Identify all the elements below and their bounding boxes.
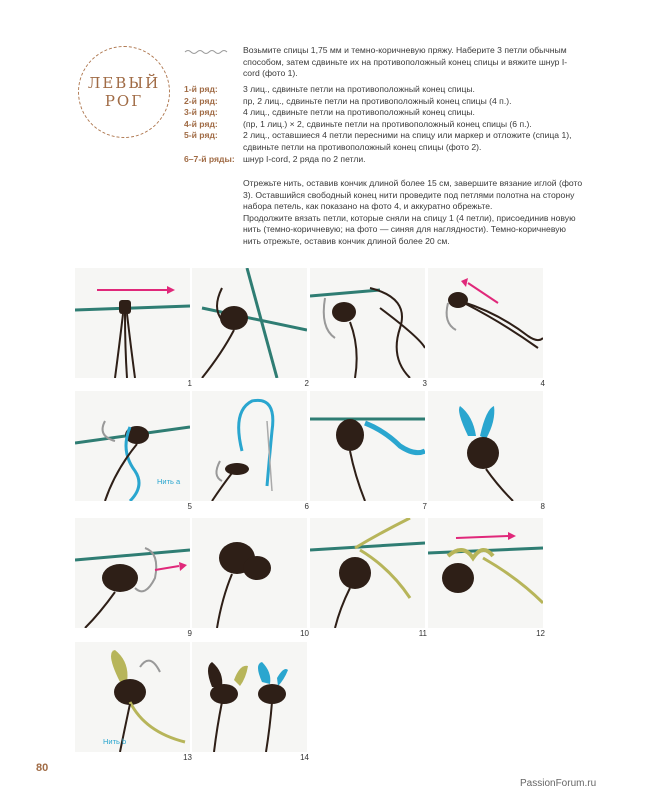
row-text: 3 лиц., сдвиньте петли на противоположный конец спицы. bbox=[243, 84, 475, 94]
photo-number: 6 bbox=[304, 502, 309, 511]
wave-ornament-icon bbox=[184, 48, 228, 56]
instruction-row bbox=[184, 154, 584, 166]
section-title-line1: ЛЕВЫЙ bbox=[87, 74, 161, 92]
step-photo bbox=[310, 518, 425, 628]
row-text: (пр, 1 лиц.) × 2, сдвиньте петли на противоположный конец спицы (6 п.). bbox=[243, 118, 532, 129]
yarn-b-label: Нить b bbox=[103, 737, 127, 746]
closing-text bbox=[243, 178, 583, 248]
photo-number: 11 bbox=[418, 629, 427, 638]
section-title-badge bbox=[78, 46, 170, 138]
row-label: 1-й ряд: bbox=[184, 84, 218, 94]
photo-number: 2 bbox=[304, 379, 309, 388]
row-instructions bbox=[184, 84, 584, 165]
photo-number: 13 bbox=[183, 753, 192, 762]
step-photo bbox=[310, 268, 425, 378]
row-label: 3-й ряд: bbox=[184, 107, 218, 118]
step-photo bbox=[192, 642, 307, 752]
closing-paragraph: Отрежьте нить, оставив кончик длиной более 15 см, завершите вязание иглой (фото 3). Оставшийся свободный конец нити проведите под петлями полотна на сторону набора петель, как показано на фото 4, и аккуратно обрежьте. bbox=[243, 178, 583, 212]
photo-number: 10 bbox=[300, 629, 309, 638]
photo-number: 9 bbox=[187, 629, 192, 638]
photo-number: 5 bbox=[187, 502, 192, 511]
step-photo bbox=[75, 518, 190, 628]
instruction-row bbox=[184, 107, 584, 119]
instruction-row bbox=[184, 130, 584, 153]
section-title-line2: РОГ bbox=[104, 92, 144, 110]
instruction-row bbox=[184, 84, 584, 96]
row-label: 4-й ряд: bbox=[184, 118, 218, 129]
step-photo bbox=[75, 268, 190, 378]
step-photo bbox=[310, 391, 425, 501]
photo-number: 1 bbox=[187, 379, 192, 388]
row-label: 6–7-й ряды: bbox=[184, 153, 235, 164]
step-photo bbox=[75, 642, 190, 752]
row-text: шнур I-cord, 2 ряда по 2 петли. bbox=[243, 153, 366, 164]
step-photo bbox=[192, 268, 307, 378]
row-text: 2 лиц., оставшиеся 4 петли пересними на спицу или маркер и отложите (спица 1), сдвиньте петли на противоположный конец спицы (фото 2). bbox=[243, 130, 572, 152]
row-text: 4 лиц., сдвиньте петли на противоположный конец спицы. bbox=[243, 107, 475, 118]
step-photo bbox=[75, 391, 190, 501]
row-label: 5-й ряд: bbox=[184, 130, 218, 141]
photo-number: 3 bbox=[422, 379, 427, 388]
step-photo bbox=[192, 391, 307, 501]
photo-number: 14 bbox=[300, 753, 309, 762]
row-label: 2-й ряд: bbox=[184, 95, 218, 106]
photo-number: 7 bbox=[422, 502, 427, 511]
photo-number: 12 bbox=[536, 629, 545, 638]
photo-number: 8 bbox=[540, 502, 545, 511]
instruction-row bbox=[184, 96, 584, 108]
step-photo bbox=[192, 518, 307, 628]
step-photo bbox=[428, 518, 543, 628]
photo-number: 4 bbox=[540, 379, 545, 388]
page-number: 80 bbox=[36, 762, 49, 774]
intro-paragraph: Возьмите спицы 1,75 мм и темно-коричневую пряжу. Наберите 3 петли обычным способом, затем сдвиньте их на противоположный конец спицы и вяжите шнур I-cord (фото 1). bbox=[243, 45, 568, 79]
row-text: пр, 2 лиц., сдвиньте петли на противоположный конец спицы (4 п.). bbox=[243, 95, 512, 106]
yarn-a-label: Нить a bbox=[157, 477, 181, 486]
instruction-row bbox=[184, 119, 584, 131]
step-photo bbox=[428, 268, 543, 378]
watermark: PassionForum.ru bbox=[520, 778, 597, 789]
closing-paragraph: Продолжите вязать петли, которые сняли на спицу 1 (4 петли), присоединив новую нить (темно-коричневую; на фото — синяя для наглядности). Темно-коричневую нить отрежьте, оставив кончик длиной более 20 см. bbox=[243, 212, 576, 246]
step-photo bbox=[428, 391, 543, 501]
